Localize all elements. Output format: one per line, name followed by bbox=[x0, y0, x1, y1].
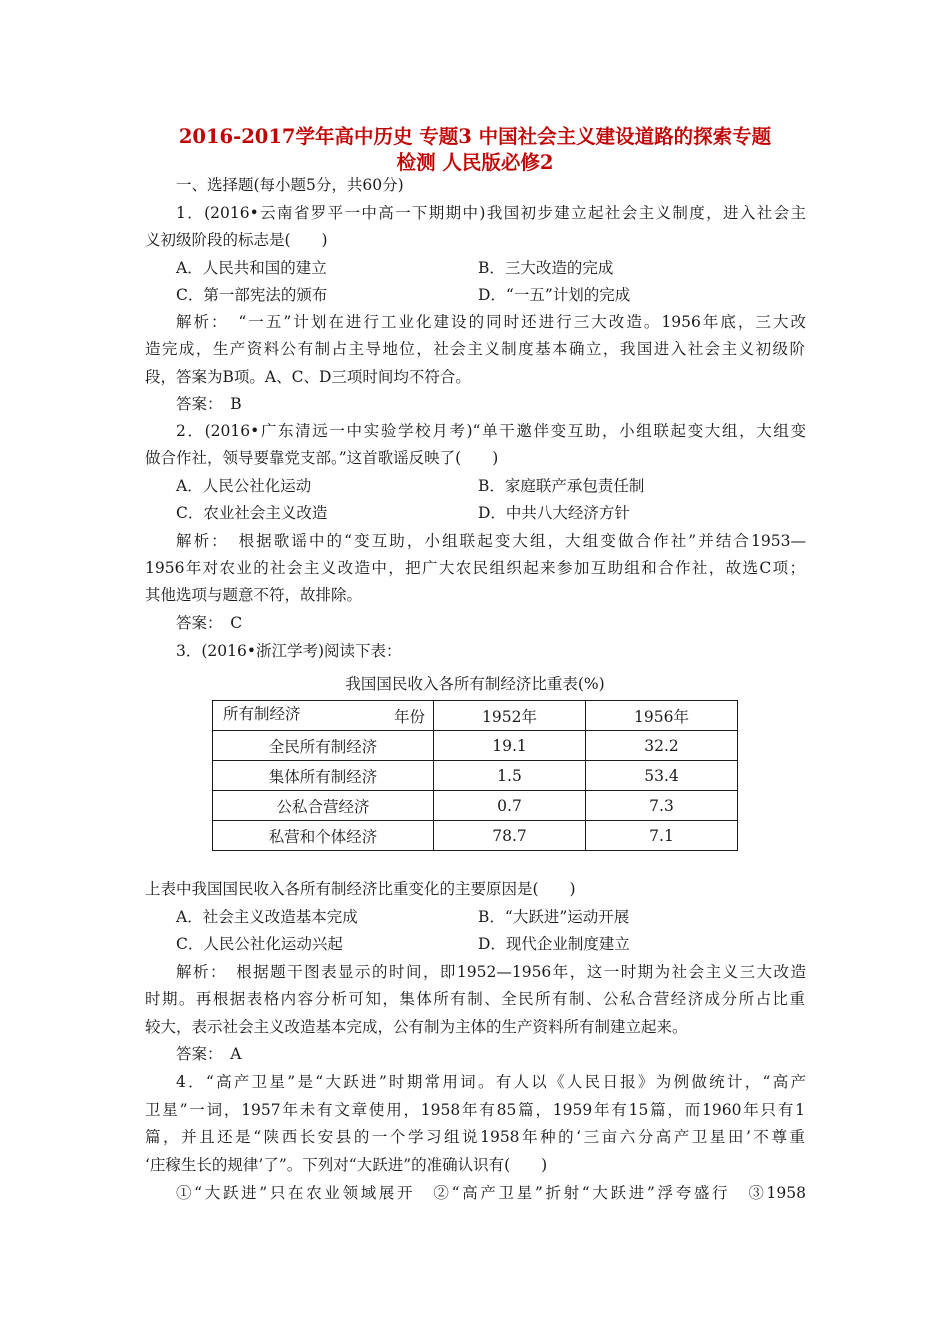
q4-stem-line2: 卫星”一词，1957年未有文章使用，1958年有85篇，1959年有15篇，而1960年只有1 bbox=[145, 1101, 805, 1119]
q2-option-a: A．人民公社化运动 bbox=[176, 477, 312, 495]
q3-option-a: A．社会主义改造基本完成 bbox=[176, 908, 358, 926]
q2-stem-line2: 做合作社，领导要靠党支部。”这首歌谣反映了( ) bbox=[145, 449, 499, 467]
table-header-row bbox=[213, 701, 738, 731]
q3-question: 上表中我国国民收入各所有制经济比重变化的主要原因是( ) bbox=[145, 880, 576, 898]
q4-statements-line: ①“大跃进”只在农业领域展开 ②“高产卫星”折射“大跃进”浮夸盛行 ③1958 bbox=[176, 1184, 806, 1202]
q2-explanation-line3: 其他选项与题意不符，故排除。 bbox=[145, 586, 363, 604]
doc-title-line1: 2016-2017学年高中历史 专题3 中国社会主义建设道路的探索专题 bbox=[178, 125, 772, 148]
row-name: 公私合营经济 bbox=[213, 791, 434, 821]
q2-explanation-line2: 1956年对农业的社会主义改造中，把广大农民组织起来参加互助组和合作社，故选C项； bbox=[145, 559, 805, 577]
q1-stem-line1: 1．(2016•云南省罗平一中高一下期期中)我国初步建立起社会主义制度，进入社会主 bbox=[176, 204, 806, 222]
table-row bbox=[213, 761, 738, 791]
row-name: 全民所有制经济 bbox=[213, 731, 434, 761]
q2-stem-line1: 2．(2016•广东清远一中实验学校月考)“单干邀伴变互助，小组联起变大组，大组变 bbox=[176, 422, 806, 440]
header-col-1956: 1956年 bbox=[586, 701, 738, 731]
table-row bbox=[213, 731, 738, 761]
row-value-1956: 7.3 bbox=[586, 791, 738, 821]
row-value-1956: 7.1 bbox=[586, 821, 738, 851]
q1-stem-line2: 义初级阶段的标志是( ) bbox=[145, 231, 328, 249]
q3-answer: 答案： A bbox=[176, 1045, 242, 1063]
q4-stem-line4: ‘庄稼生长的规律’了”。下列对“大跃进”的准确认识有( ) bbox=[145, 1156, 548, 1174]
section-heading: 一、选择题(每小题5分，共60分) bbox=[176, 176, 404, 194]
table-header-corner bbox=[213, 701, 434, 731]
row-value-1952: 19.1 bbox=[434, 731, 586, 761]
q3-explanation-line1: 解析： 根据题干图表显示的时间，即1952—1956年，这一时期为社会主义三大改造 bbox=[176, 963, 806, 981]
q3-explanation-line2: 时期。再根据表格内容分析可知，集体所有制、全民所有制、公私合营经济成分所占比重 bbox=[145, 990, 805, 1008]
q2-answer: 答案： C bbox=[176, 614, 243, 632]
q1-explanation-line3: 段，答案为B项。A、C、D三项时间均不符合。 bbox=[145, 368, 471, 386]
q4-stem-line3: 篇，并且还是“陕西长安县的一个学习组说1958年种的‘三亩六分高产卫星田’不尊重 bbox=[145, 1128, 805, 1146]
q3-data-table bbox=[212, 700, 738, 851]
q1-option-a: A．人民共和国的建立 bbox=[176, 259, 327, 277]
q1-option-c: C．第一部宪法的颁布 bbox=[176, 286, 328, 304]
row-value-1956: 53.4 bbox=[586, 761, 738, 791]
q2-option-c: C．农业社会主义改造 bbox=[176, 504, 328, 522]
q3-option-d: D．现代企业制度建立 bbox=[478, 935, 630, 953]
q3-option-c: C．人民公社化运动兴起 bbox=[176, 935, 343, 953]
row-value-1952: 1.5 bbox=[434, 761, 586, 791]
q3-stem-line1: 3．(2016•浙江学考)阅读下表： bbox=[176, 642, 402, 660]
doc-title-line2: 检测 人民版必修2 bbox=[396, 151, 554, 174]
table-row bbox=[213, 791, 738, 821]
row-name: 私营和个体经济 bbox=[213, 821, 434, 851]
header-col-1952: 1952年 bbox=[434, 701, 586, 731]
q1-explanation-line1: 解析： “一五”计划在进行工业化建设的同时还进行三大改造。1956年底，三大改 bbox=[176, 313, 806, 331]
q1-explanation-line2: 造完成，生产资料公有制占主导地位，社会主义制度基本确立，我国进入社会主义初级阶 bbox=[145, 340, 805, 358]
q2-option-d: D．中共八大经济方针 bbox=[478, 504, 630, 522]
q3-table-caption: 我国国民收入各所有制经济比重表(%) bbox=[345, 675, 605, 693]
row-value-1952: 0.7 bbox=[434, 791, 586, 821]
row-value-1956: 32.2 bbox=[586, 731, 738, 761]
q2-explanation-line1: 解析： 根据歌谣中的“变互助，小组联起变大组，大组变做合作社”并结合1953— bbox=[176, 532, 806, 550]
q1-option-b: B．三大改造的完成 bbox=[478, 259, 614, 277]
q3-option-b: B．“大跃进”运动开展 bbox=[478, 908, 630, 926]
header-year-label: 年份 bbox=[393, 708, 425, 726]
row-value-1952: 78.7 bbox=[434, 821, 586, 851]
table-row bbox=[213, 821, 738, 851]
row-name: 集体所有制经济 bbox=[213, 761, 434, 791]
q1-option-d: D．“一五”计划的完成 bbox=[478, 286, 631, 304]
q1-answer: 答案： B bbox=[176, 395, 242, 413]
q3-explanation-line3: 较大，表示社会主义改造基本完成，公有制为主体的生产资料所有制建立起来。 bbox=[145, 1018, 688, 1036]
q4-stem-line1: 4．“高产卫星”是“大跃进”时期常用词。有人以《人民日报》为例做统计，“高产 bbox=[176, 1073, 806, 1091]
q2-option-b: B．家庭联产承包责任制 bbox=[478, 477, 645, 495]
header-type-label: 所有制经济 bbox=[223, 705, 301, 723]
